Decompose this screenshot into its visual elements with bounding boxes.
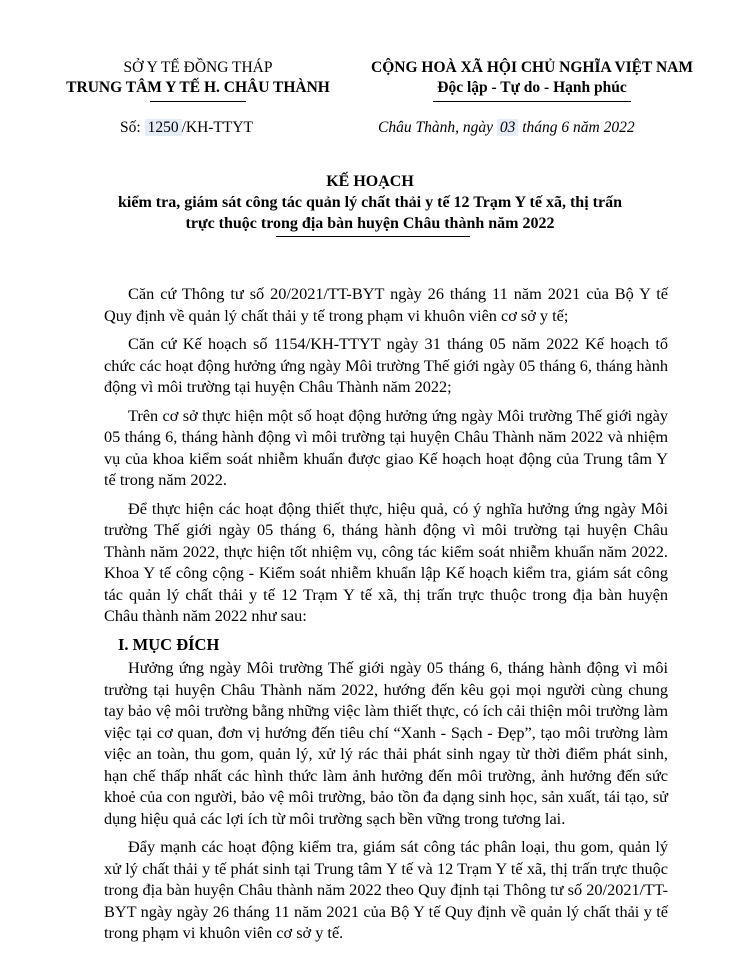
national-motto: Độc lập - Tự do - Hạnh phúc	[437, 79, 627, 96]
day-value: 03	[497, 119, 519, 136]
section-heading-purpose: I. MỤC ĐÍCH	[118, 634, 220, 654]
document-title: KẾ HOẠCH	[326, 173, 414, 190]
number-label: Số:	[120, 119, 141, 136]
title-underline	[276, 236, 470, 237]
agency-header	[48, 58, 348, 98]
paragraph-legal-basis-1: Căn cứ Thông tư số 20/2021/TT-BYT ngày 26 tháng 11 năm 2021 của Bộ Y tế Quy định về quản lý chất thải y tế trong phạm vi khuôn viên cơ sở y tế;	[104, 284, 668, 325]
agency-name: TRUNG TÂM Y TẾ H. CHÂU THÀNH	[66, 79, 330, 96]
date-suffix: tháng 6 năm 2022	[522, 119, 635, 136]
place-date	[378, 118, 635, 138]
place-date-prefix: Châu Thành, ngày	[378, 119, 493, 136]
document-subtitle-line2: trực thuộc trong địa bàn huyện Châu thành năm 2022	[185, 215, 555, 232]
document-number	[120, 118, 253, 138]
paragraph-purpose-1: Hưởng ứng ngày Môi trường Thế giới ngày 05 tháng 6, tháng hành động vì môi trường tại huyện Châu Thành năm 2022, hướng đến kêu gọi mọi người cùng chung tay bảo vệ môi trường bằng những việc làm thiết thực, có ích cải thiện môi trường làm việc tại cơ quan, đơn vị hướng đến tiêu chí “Xanh - Sạch - Đẹp”, tạo môi trường làm việc an toàn, thu gom, quản lý, xử lý rác thải phát sinh ngay từ thời điểm phát sinh, hạn chế thấp nhất các hình thức làm ảnh hưởng đến môi trường, ảnh hưởng đến sức khoẻ của con người, bảo vệ môi trường, bảo tồn đa dạng sinh học, sản xuất, tái tạo, sử dụng hiệu quả các lợi ích từ môi trường sạch bền vững trong tương lai.	[104, 658, 668, 828]
national-title: CỘNG HOÀ XÃ HỘI CHỦ NGHĨA VIỆT NAM	[371, 59, 693, 76]
agency-parent: SỞ Y TẾ ĐỒNG THÁP	[123, 59, 273, 76]
document-subtitle-line1: kiểm tra, giám sát công tác quản lý chất thải y tế 12 Trạm Y tế xã, thị trấn	[118, 194, 622, 211]
number-value: 1250	[145, 119, 182, 136]
national-header	[352, 58, 712, 98]
paragraph-intro: Để thực hiện các hoạt động thiết thực, hiệu quả, có ý nghĩa hưởng ứng ngày Môi trường Thế giới ngày 05 tháng 6, tháng hành động vì môi trường tại huyện Châu Thành năm 2022, thực hiện tốt nhiệm vụ, công tác kiểm soát nhiễm khuẩn năm 2022. Khoa Y tế công cộng - Kiểm soát nhiễm khuẩn lập Kế hoạch kiểm tra, giám sát công tác quản lý chất thải y tế 12 Trạm Y tế xã, thị trấn trực thuộc trong địa bàn huyện Châu thành năm 2022 như sau:	[104, 498, 668, 625]
motto-underline	[433, 101, 631, 102]
document-body	[104, 283, 668, 951]
paragraph-purpose-2: Đẩy mạnh các hoạt động kiểm tra, giám sát công tác phân loại, thu gom, quản lý xử lý chất thải y tế phát sinh tại Trung tâm Y tế và 12 Trạm Y tế xã, thị trấn trực thuộc trong địa bàn huyện Châu thành năm 2022 theo Quy định tại Thông tư số 20/2021/TT-BYT ngày ngày 26 tháng 11 năm 2021 của Bộ Y tế Quy định về quản lý chất thải y tế trong phạm vi khuôn viên cơ sở y tế.	[104, 837, 668, 942]
paragraph-legal-basis-2: Căn cứ Kế hoạch số 1154/KH-TTYT ngày 31 tháng 05 năm 2022 Kế hoạch tổ chức các hoạt động hưởng ứng ngày Môi trường Thế giới ngày 05 tháng 6, tháng hành động vì môi trường tại huyện Châu Thành năm 2022;	[104, 334, 668, 396]
number-suffix: /KH-TTYT	[181, 119, 254, 136]
paragraph-context: Trên cơ sở thực hiện một số hoạt động hưởng ứng ngày Môi trường Thế giới ngày 05 tháng 6, tháng hành động vì môi trường tại huyện Châu Thành năm 2022 và nhiệm vụ của khoa kiểm soát nhiễm khuẩn được giao Kế hoạch hoạt động của Trung tâm Y tế trong năm 2022.	[104, 405, 668, 489]
agency-underline	[150, 101, 246, 102]
